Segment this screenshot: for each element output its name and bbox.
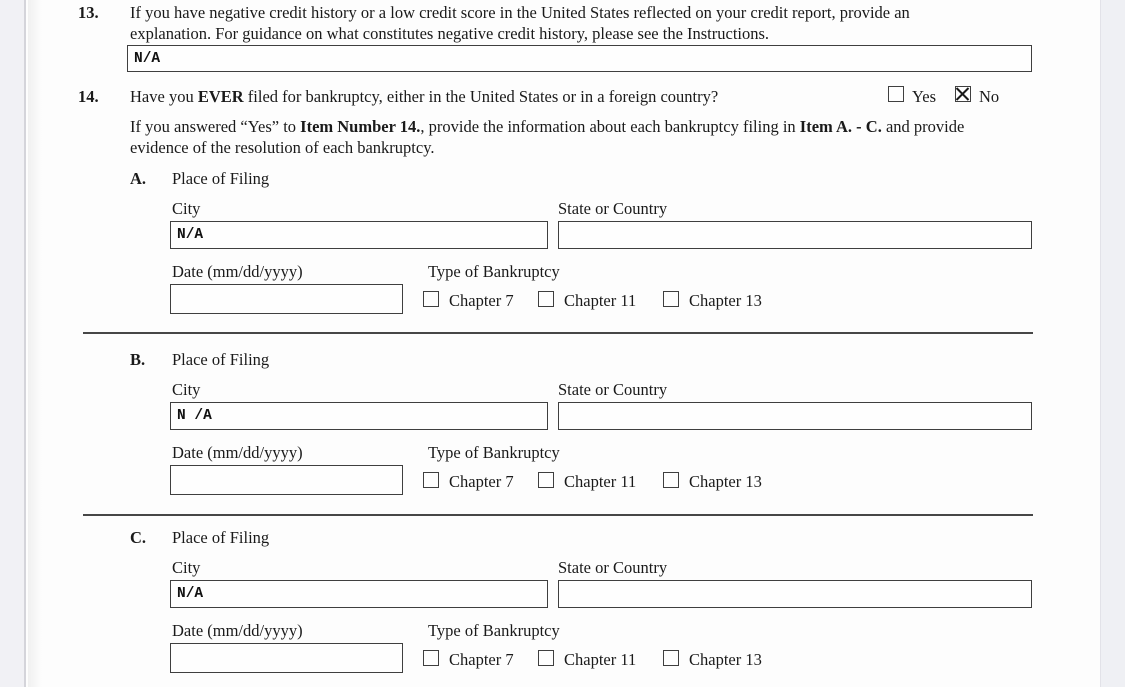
chapter-13-checkbox-b[interactable] (663, 472, 679, 488)
section-divider (83, 332, 1033, 334)
chapter-7-label: Chapter 7 (449, 472, 514, 491)
item-14-instruction-line2: evidence of the resolution of each bankruptcy. (130, 138, 435, 157)
date-input-b[interactable] (170, 465, 403, 495)
item-13-explanation-value: N/A (134, 50, 161, 67)
state-or-country-label: State or Country (558, 199, 668, 218)
section-title: Place of Filing (172, 169, 270, 188)
date-label: Date (mm/dd/yyyy) (172, 621, 303, 640)
city-value: N/A (177, 227, 204, 243)
chapter-13-label: Chapter 13 (689, 291, 762, 310)
item-14-question: Have you EVER filed for bankruptcy, either in the United States or in a foreign country? (130, 87, 719, 106)
chapter-7-label: Chapter 7 (449, 650, 514, 669)
item-13-number: 13. (78, 3, 99, 22)
state-or-country-input-a[interactable] (558, 221, 1032, 249)
item-13-explanation-input[interactable] (127, 45, 1032, 72)
item-14-no-label: No (979, 87, 1000, 106)
chapter-13-checkbox-a[interactable] (663, 291, 679, 307)
chapter-7-checkbox-b[interactable] (423, 472, 439, 488)
chapter-11-checkbox-c[interactable] (538, 650, 554, 666)
section-letter: A. (130, 169, 147, 188)
section-divider (83, 514, 1033, 516)
section-letter: C. (130, 528, 147, 547)
chapter-13-label: Chapter 13 (689, 650, 762, 669)
chapter-7-checkbox-c[interactable] (423, 650, 439, 666)
chapter-13-checkbox-c[interactable] (663, 650, 679, 666)
date-label: Date (mm/dd/yyyy) (172, 443, 303, 462)
chapter-11-checkbox-a[interactable] (538, 291, 554, 307)
item-13-text-line2: explanation. For guidance on what constitutes negative credit history, please see the Instructions. (130, 24, 770, 43)
chapter-11-label: Chapter 11 (564, 650, 637, 669)
page-left-margin (0, 0, 26, 687)
item-14-yes-label: Yes (912, 87, 937, 106)
chapter-13-label: Chapter 13 (689, 472, 762, 491)
item-14-no-checkbox[interactable] (955, 86, 971, 102)
date-input-c[interactable] (170, 643, 403, 673)
type-of-bankruptcy-label: Type of Bankruptcy (428, 443, 560, 462)
city-label: City (172, 380, 201, 399)
chapter-11-label: Chapter 11 (564, 472, 637, 491)
date-label: Date (mm/dd/yyyy) (172, 262, 303, 281)
item-13-text-line1: If you have negative credit history or a low credit score in the United States reflected on your credit report, provide an (130, 3, 910, 22)
type-of-bankruptcy-label: Type of Bankruptcy (428, 621, 560, 640)
state-or-country-label: State or Country (558, 558, 668, 577)
city-label: City (172, 558, 201, 577)
chapter-7-label: Chapter 7 (449, 291, 514, 310)
chapter-11-label: Chapter 11 (564, 291, 637, 310)
section-letter: B. (130, 350, 146, 369)
date-input-a[interactable] (170, 284, 403, 314)
item-14-yes-checkbox[interactable] (888, 86, 904, 102)
state-or-country-input-b[interactable] (558, 402, 1032, 430)
chapter-7-checkbox-a[interactable] (423, 291, 439, 307)
city-input-a[interactable] (170, 221, 548, 249)
city-input-b[interactable] (170, 402, 548, 430)
state-or-country-input-c[interactable] (558, 580, 1032, 608)
item-14-instruction-line1: If you answered “Yes” to Item Number 14., provide the information about each bankruptcy filing in Item A. - C. and provide (130, 117, 965, 136)
city-label: City (172, 199, 201, 218)
state-or-country-label: State or Country (558, 380, 668, 399)
page-right-margin (1100, 0, 1125, 687)
chapter-11-checkbox-b[interactable] (538, 472, 554, 488)
page-edge-shadow (28, 0, 42, 687)
city-value: N/A (177, 586, 204, 602)
section-title: Place of Filing (172, 350, 270, 369)
city-value: N /A (177, 408, 212, 424)
item-14-number: 14. (78, 87, 99, 106)
section-title: Place of Filing (172, 528, 270, 547)
city-input-c[interactable] (170, 580, 548, 608)
type-of-bankruptcy-label: Type of Bankruptcy (428, 262, 560, 281)
